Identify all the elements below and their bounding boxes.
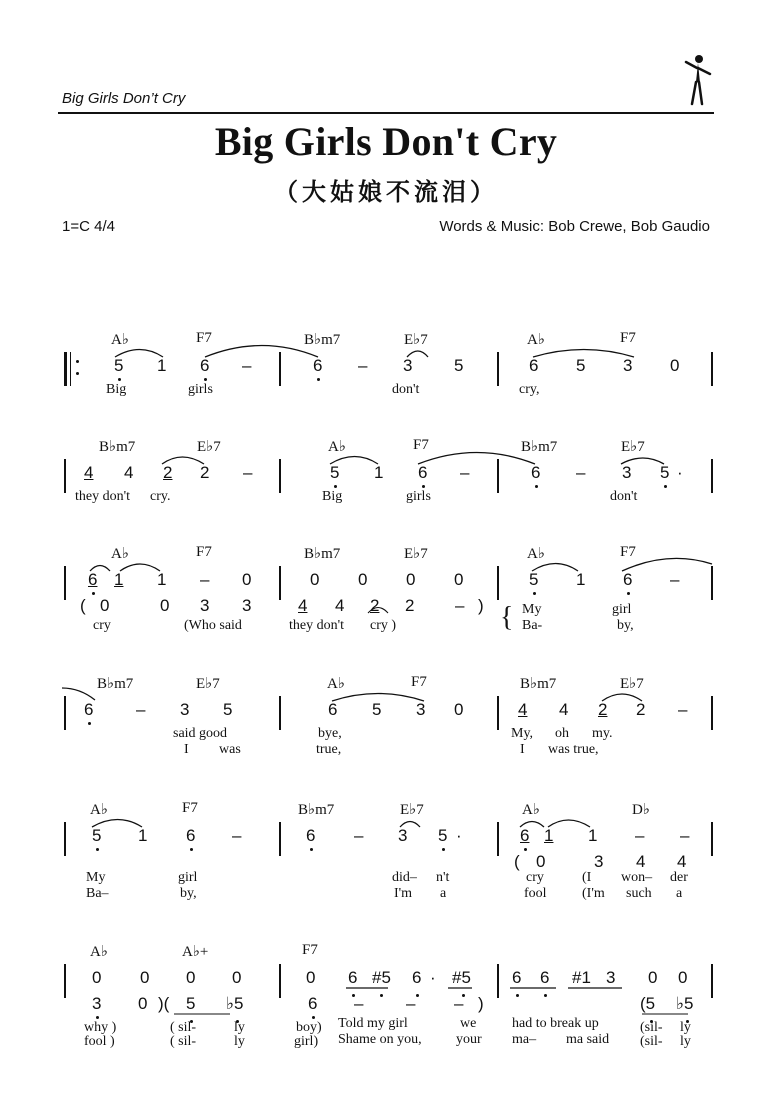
lyric: Ba– — [86, 886, 109, 901]
lyric: (sil- — [640, 1020, 663, 1035]
song-subtitle: （大姑娘不流泪） — [274, 180, 498, 206]
note: 2 — [636, 700, 646, 719]
lyric: I — [520, 742, 525, 757]
system-6 — [0, 942, 772, 1062]
barline — [64, 964, 66, 998]
chord: E♭7 — [621, 439, 645, 455]
note: 0 — [138, 994, 148, 1013]
lyric: (sil- — [640, 1034, 663, 1049]
octave-dot — [416, 994, 419, 997]
note: 6 — [412, 968, 422, 987]
chord: A♭+ — [182, 944, 209, 960]
barline — [497, 352, 499, 386]
note: 0 — [454, 700, 464, 719]
dash: – — [406, 994, 416, 1013]
note: 3 — [594, 852, 604, 871]
barline — [64, 822, 66, 856]
lyric: I — [184, 742, 189, 757]
dash: – — [200, 570, 210, 589]
note: #5 — [452, 968, 471, 987]
lyric: a — [676, 886, 683, 901]
note: 0 — [536, 852, 546, 871]
chord: F7 — [196, 330, 212, 346]
octave-dot — [516, 994, 519, 997]
note: 2 — [200, 463, 210, 482]
octave-dot — [312, 1016, 315, 1019]
barline — [279, 822, 281, 856]
note: 6 — [623, 570, 633, 589]
note: 1 — [576, 570, 586, 589]
note: ♭5 — [676, 994, 694, 1013]
lyric: (Who said — [184, 618, 242, 633]
credits: Words & Music: Bob Crewe, Bob Gaudio — [439, 218, 710, 235]
lyric-brace: { — [500, 602, 514, 633]
note: 4 — [559, 700, 569, 719]
dash: – — [460, 463, 470, 482]
chord: E♭7 — [404, 546, 428, 562]
dash: – — [354, 994, 364, 1013]
note: 0 — [140, 968, 150, 987]
barline — [711, 566, 713, 600]
system-5 — [0, 800, 772, 920]
lyric: don't — [610, 489, 638, 504]
note: 0 — [310, 570, 320, 589]
note: 0 — [678, 968, 688, 987]
barline — [711, 964, 713, 998]
paren: ) — [478, 994, 484, 1013]
chord: A♭ — [111, 546, 129, 562]
chord: B♭m7 — [521, 439, 558, 455]
paren: )( — [158, 994, 170, 1013]
note: 5 — [372, 700, 382, 719]
lyric: My — [86, 870, 106, 885]
chord: E♭7 — [196, 676, 220, 692]
chord: F7 — [620, 544, 636, 560]
note: 5 — [92, 826, 102, 845]
repeat-barline — [64, 352, 67, 386]
octave-dot — [190, 848, 193, 851]
lyric: ly — [680, 1034, 691, 1049]
system-4 — [0, 674, 772, 794]
lyric: cry. — [150, 489, 171, 504]
note: 0 — [160, 596, 170, 615]
octave-dot — [310, 848, 313, 851]
lyric: cry — [93, 618, 111, 633]
lyric: ma said — [566, 1032, 610, 1047]
barline — [711, 696, 713, 730]
octave-dot — [88, 722, 91, 725]
lyric: did– — [392, 870, 417, 885]
lyric: by, — [617, 618, 634, 633]
lyric: My — [522, 602, 542, 617]
chord: A♭ — [327, 676, 345, 692]
dash: – — [680, 826, 690, 845]
barline — [279, 964, 281, 998]
note: 3 — [416, 700, 426, 719]
barline — [711, 352, 713, 386]
chord: A♭ — [328, 439, 346, 455]
note: 1 — [374, 463, 384, 482]
chord: B♭m7 — [298, 802, 335, 818]
note: 3 — [398, 826, 408, 845]
lyric: Big — [322, 489, 343, 504]
chord: A♭ — [522, 802, 540, 818]
note: 0 — [454, 570, 464, 589]
chord: D♭ — [632, 802, 650, 818]
paren: ) — [478, 596, 484, 615]
chord: F7 — [413, 437, 429, 453]
note: 2 — [163, 463, 173, 482]
note: 5 — [330, 463, 340, 482]
lyric: why ) — [84, 1020, 117, 1035]
note: ♭5 — [226, 994, 244, 1013]
octave-dot — [422, 485, 425, 488]
octave-dot — [524, 848, 527, 851]
lyric: Told my girl — [338, 1016, 408, 1031]
lyric: cry ) — [370, 618, 397, 633]
lyric: said good — [173, 726, 228, 741]
octave-dot — [664, 485, 667, 488]
note: 5 — [529, 570, 539, 589]
lyric: (I — [582, 870, 592, 885]
barline — [279, 696, 281, 730]
dancer-icon — [680, 52, 714, 106]
chord: F7 — [620, 330, 636, 346]
note: 6 — [328, 700, 338, 719]
octave-dot — [317, 378, 320, 381]
note: 0 — [242, 570, 252, 589]
chord: B♭m7 — [304, 332, 341, 348]
barline — [497, 964, 499, 998]
lyric: don't — [392, 382, 420, 397]
chord: F7 — [182, 800, 198, 816]
system-3 — [0, 544, 772, 664]
lyric: girl — [612, 602, 632, 617]
lyric: ly — [234, 1020, 245, 1035]
note: 0 — [670, 356, 680, 375]
note: 3 — [622, 463, 632, 482]
barline — [497, 566, 499, 600]
note: 5 — [438, 826, 448, 845]
note: 0 — [306, 968, 316, 987]
note: 6 — [418, 463, 428, 482]
barline — [711, 822, 713, 856]
note: 1 — [157, 570, 167, 589]
note: 3 — [200, 596, 210, 615]
lyric: ( sil- — [170, 1020, 197, 1035]
note: (5 — [640, 994, 656, 1013]
lyric: girl — [178, 870, 198, 885]
note: 5 — [223, 700, 233, 719]
lyric: ( sil- — [170, 1034, 197, 1049]
note: #1 — [572, 968, 591, 987]
running-title: Big Girls Don’t Cry — [62, 90, 186, 107]
lyric: ly — [680, 1020, 691, 1035]
lyric: they don't — [75, 489, 131, 504]
augmentation-dot: · — [456, 826, 462, 845]
chord: B♭m7 — [99, 439, 136, 455]
system-1 — [0, 330, 772, 450]
barline — [279, 459, 281, 493]
barline — [497, 822, 499, 856]
barline — [64, 459, 66, 493]
note: 1 — [544, 826, 554, 845]
note: 6 — [529, 356, 539, 375]
note: 5 — [454, 356, 464, 375]
lyric: oh — [555, 726, 569, 741]
octave-dot — [627, 592, 630, 595]
system-2 — [0, 437, 772, 557]
chord: A♭ — [90, 944, 108, 960]
octave-dot — [96, 1016, 99, 1019]
barline — [64, 566, 66, 600]
lyric: I'm — [394, 886, 413, 901]
note: 2 — [370, 596, 380, 615]
note: 6 — [313, 356, 323, 375]
note: 6 — [512, 968, 522, 987]
lyric: Big — [106, 382, 127, 397]
dash: – — [678, 700, 688, 719]
paren: ( — [514, 852, 520, 871]
lyric: (I'm — [582, 886, 605, 901]
repeat-dot — [76, 360, 79, 363]
note: 6 — [84, 700, 94, 719]
dash: – — [354, 826, 364, 845]
octave-dot — [334, 485, 337, 488]
lyric: Ba- — [522, 618, 543, 633]
repeat-dot — [76, 372, 79, 375]
ties — [0, 800, 772, 920]
chord: F7 — [196, 544, 212, 560]
note: 1 — [157, 356, 167, 375]
note: 3 — [180, 700, 190, 719]
note: 6 — [520, 826, 530, 845]
note: 6 — [88, 570, 98, 589]
augmentation-dot: · — [430, 968, 436, 987]
chord: B♭m7 — [304, 546, 341, 562]
note: 6 — [308, 994, 318, 1013]
lyric: ma– — [512, 1032, 537, 1047]
note: 0 — [92, 968, 102, 987]
barline — [497, 696, 499, 730]
barline — [64, 696, 66, 730]
lyric: ly — [234, 1034, 245, 1049]
dash: – — [455, 596, 465, 615]
lyric: was true, — [548, 742, 599, 757]
dash: – — [635, 826, 645, 845]
lyric: true, — [316, 742, 342, 757]
note: 6 — [186, 826, 196, 845]
key-signature: 1=C 4/4 — [62, 218, 115, 235]
lyric: fool — [524, 886, 547, 901]
note: 1 — [138, 826, 148, 845]
octave-dot — [535, 485, 538, 488]
note: 0 — [100, 596, 110, 615]
dash: – — [243, 463, 253, 482]
note: 5 — [660, 463, 670, 482]
dash: – — [136, 700, 146, 719]
chord: A♭ — [527, 332, 545, 348]
chord: A♭ — [90, 802, 108, 818]
note: 4 — [677, 852, 687, 871]
lyric: fool ) — [84, 1034, 115, 1049]
octave-dot — [442, 848, 445, 851]
chord: E♭7 — [400, 802, 424, 818]
octave-dot — [204, 378, 207, 381]
note: 0 — [648, 968, 658, 987]
note: 1 — [114, 570, 124, 589]
barline — [279, 566, 281, 600]
lyric: cry — [526, 870, 544, 885]
note: 5 — [576, 356, 586, 375]
lyric: won– — [621, 870, 653, 885]
lyric: a — [440, 886, 447, 901]
chord: B♭m7 — [520, 676, 557, 692]
lyric: cry, — [519, 382, 540, 397]
note: 6 — [531, 463, 541, 482]
lyric: girls — [406, 489, 431, 504]
lyric: we — [460, 1016, 477, 1031]
octave-dot — [92, 592, 95, 595]
octave-dot — [380, 994, 383, 997]
repeat-barline-thin — [70, 352, 71, 386]
lyric: bye, — [318, 726, 342, 741]
lyric: girl) — [294, 1034, 319, 1049]
song-title: Big Girls Don't Cry — [214, 119, 558, 164]
lyric: My, — [511, 726, 534, 741]
octave-dot — [533, 592, 536, 595]
barline — [711, 459, 713, 493]
note: 3 — [242, 596, 252, 615]
chord: A♭ — [527, 546, 545, 562]
note: 3 — [606, 968, 616, 987]
note: #5 — [372, 968, 391, 987]
lyric: girls — [188, 382, 213, 397]
note: 0 — [186, 968, 196, 987]
note: 4 — [636, 852, 646, 871]
octave-dot — [118, 378, 121, 381]
note: 3 — [92, 994, 102, 1013]
lyric: my. — [592, 726, 613, 741]
lyric: they don't — [289, 618, 345, 633]
octave-dot — [544, 994, 547, 997]
note: 6 — [306, 826, 316, 845]
dash: – — [576, 463, 586, 482]
barline — [497, 459, 499, 493]
lyric: your — [456, 1032, 482, 1047]
dash: – — [232, 826, 242, 845]
lyric: Shame on you, — [338, 1032, 422, 1047]
octave-dot — [96, 848, 99, 851]
note: 0 — [358, 570, 368, 589]
note: 3 — [403, 356, 413, 375]
lyric: had to break up — [512, 1016, 599, 1031]
note: 6 — [540, 968, 550, 987]
chord: E♭7 — [197, 439, 221, 455]
chord: B♭m7 — [97, 676, 134, 692]
chord: E♭7 — [404, 332, 428, 348]
barline — [279, 352, 281, 386]
dash: – — [670, 570, 680, 589]
note: 4 — [335, 596, 345, 615]
note: 3 — [623, 356, 633, 375]
dash: – — [242, 356, 252, 375]
augmentation-dot: · — [677, 463, 683, 482]
note: 5 — [114, 356, 124, 375]
chord: E♭7 — [620, 676, 644, 692]
lyric: by, — [180, 886, 197, 901]
chord: F7 — [302, 942, 318, 958]
note: 6 — [200, 356, 210, 375]
note: 1 — [588, 826, 598, 845]
note: 6 — [348, 968, 358, 987]
lyric: boy) — [296, 1020, 322, 1035]
note: 2 — [405, 596, 415, 615]
dash: – — [358, 356, 368, 375]
lyric: n't — [436, 870, 450, 885]
chord: A♭ — [111, 332, 129, 348]
note: 4 — [518, 700, 528, 719]
lyric: was — [219, 742, 241, 757]
note: 4 — [84, 463, 94, 482]
paren: ( — [80, 596, 86, 615]
chord: F7 — [411, 674, 427, 690]
lyric: such — [626, 886, 652, 901]
header-rule — [58, 112, 714, 114]
note: 2 — [598, 700, 608, 719]
note: 5 — [186, 994, 196, 1013]
note: 0 — [406, 570, 416, 589]
dash: – — [454, 994, 464, 1013]
lyric: der — [670, 870, 688, 885]
note: 4 — [124, 463, 134, 482]
note: 4 — [298, 596, 308, 615]
note: 0 — [232, 968, 242, 987]
